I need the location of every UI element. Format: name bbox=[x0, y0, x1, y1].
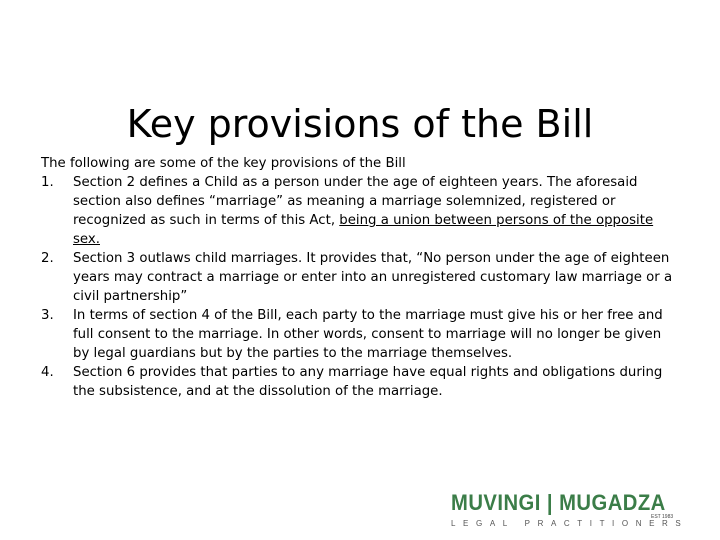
list-item bbox=[41, 363, 681, 401]
logo-tagline-letter: N bbox=[635, 519, 642, 528]
item-text: Section 3 outlaws child marriages. It provides that, “No person under the age of eighteen years may contract a marriage or enter into an unregistered customary law marriage or a civil partnership” bbox=[73, 251, 673, 304]
list-item bbox=[41, 173, 681, 249]
logo-tagline-letter: A bbox=[550, 519, 557, 528]
item-text: Section 6 provides that parties to any marriage have equal rights and obligations during the subsistence, and at the dissolution of the marriage. bbox=[73, 365, 663, 399]
logo-tagline-letter: T bbox=[599, 519, 605, 528]
item-number: 4. bbox=[41, 365, 54, 380]
logo-tagline-letter: I bbox=[589, 519, 592, 528]
slide-body bbox=[41, 154, 681, 401]
logo-tagline bbox=[451, 519, 681, 528]
item-text: Section 2 defines a Child as a person under the age of eighteen years. The aforesaid section also defines “marriage” as meaning a marriage solemnized, registered or recognized as such in terms of this Act, bbox=[73, 175, 638, 228]
intro-text: The following are some of the key provisions of the Bill bbox=[41, 156, 406, 171]
item-number: 1. bbox=[41, 175, 54, 190]
logo-tagline-letter: C bbox=[563, 519, 570, 528]
logo-tagline-letter: A bbox=[489, 519, 496, 528]
firm-logo bbox=[451, 491, 681, 531]
logo-name: MUVINGI | MUGADZA bbox=[451, 490, 666, 515]
list-item bbox=[41, 306, 681, 363]
logo-tagline-letter: P bbox=[524, 519, 530, 528]
slide-title: Key provisions of the Bill bbox=[126, 102, 594, 146]
logo-tagline-letter: I bbox=[612, 519, 615, 528]
logo-tagline-letter: T bbox=[577, 519, 583, 528]
item-text: In terms of section 4 of the Bill, each party to the marriage must give his or her free and full consent to the marriage. In other words, consent to marriage will no longer be given by legal guardians but by the parties to the marriage themselves. bbox=[73, 308, 663, 361]
logo-tagline-letter: L bbox=[451, 519, 456, 528]
logo-tagline-letter: O bbox=[621, 519, 629, 528]
logo-tagline-letter: R bbox=[662, 519, 668, 528]
logo-established: EST 1983 bbox=[651, 514, 674, 520]
item-number: 3. bbox=[41, 308, 54, 323]
logo-tagline-letter: R bbox=[537, 519, 544, 528]
item-number: 2. bbox=[41, 251, 54, 266]
logo-tagline-letter: G bbox=[475, 519, 483, 528]
list-item bbox=[41, 249, 681, 306]
logo-tagline-letter: E bbox=[463, 519, 469, 528]
logo-tagline-letter: L bbox=[502, 519, 508, 528]
logo-tagline-letter bbox=[515, 519, 517, 528]
provisions-list bbox=[41, 173, 681, 401]
logo-tagline-letter: S bbox=[675, 519, 681, 528]
logo-tagline-letter: E bbox=[649, 519, 655, 528]
item-underlined-text: being a union between persons of the opposite sex. bbox=[73, 213, 654, 247]
